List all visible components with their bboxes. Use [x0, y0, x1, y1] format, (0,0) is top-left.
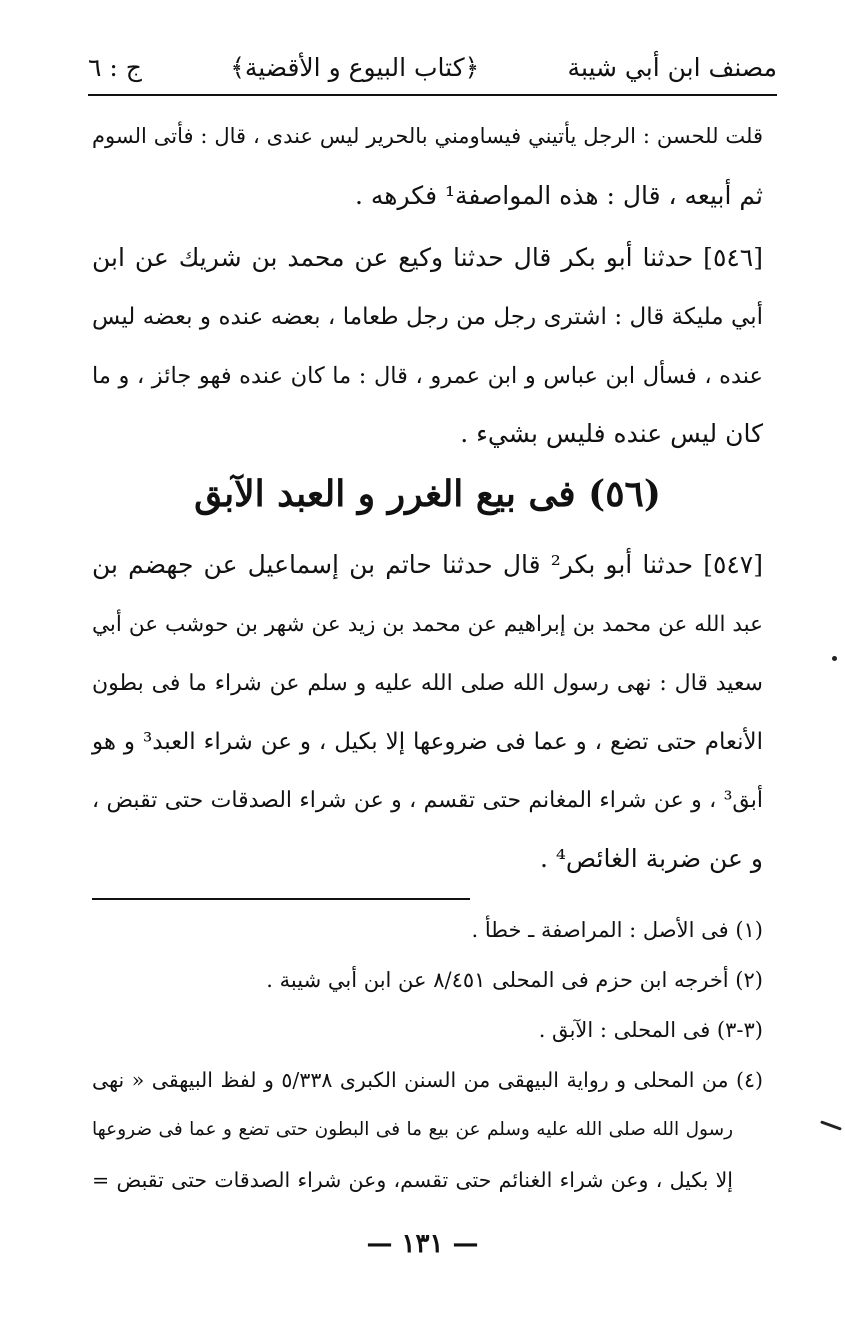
footnote-rule: [92, 898, 470, 900]
footnote-4-continuation: إلا بكيل ، وعن شراء الغنائم حتى تقسم، وعن شراء الصدقات حتى تقبض =: [92, 1168, 733, 1192]
body-line: قلت للحسن : الرجل يأتيني فيساومني بالحرير ليس عندى ، قال : فأتى السوم: [92, 124, 763, 148]
body-line: ثم أبيعه ، قال : هذه المواصفة¹ فكرهه .: [355, 181, 763, 210]
body-line: أبي مليكة قال : اشترى رجل من رجل طعاما ، بعضه عنده و بعضه ليس: [92, 304, 763, 330]
footnote-4: (٤) من المحلى و رواية البيهقى من السنن الكبرى ٥/٣٣٨ و لفظ البيهقى « نهى: [92, 1068, 763, 1092]
section-heading: (٥٦) فى بيع الغرر و العبد الآبق: [194, 473, 661, 515]
footnote-3: (٣-٣) فى المحلى : الآبق .: [538, 1018, 763, 1042]
scan-speck: [832, 656, 837, 661]
body-line: الأنعام حتى تضع ، و عما فى ضروعها إلا بكيل ، و عن شراء العبد³ و هو: [92, 729, 763, 755]
footnote-2: (٢) أخرجه ابن حزم فى المحلى ٨/٤٥١ عن ابن أبي شيبة .: [266, 968, 763, 992]
running-header: [88, 44, 777, 90]
body-line: عنده ، فسأل ابن عباس و ابن عمرو ، قال : ما كان عنده فهو جائز ، و ما: [92, 363, 763, 389]
body-line: أبق³ ، و عن شراء المغانم حتى تقسم ، و عن شراء الصدقات حتى تقبض ،: [92, 788, 763, 813]
hadith-546-line: [٥٤٦] حدثنا أبو بكر قال حدثنا وكيع عن محمد بن شريك عن ابن: [92, 243, 763, 272]
chapter-title: ﴿كتاب البيوع و الأقضية﴾: [230, 52, 480, 82]
header-rule: [88, 94, 777, 96]
volume-number: ج : ٦: [88, 52, 142, 82]
body-line: و عن ضربة الغائص⁴ .: [539, 844, 763, 873]
page-number: — ١٣١ —: [366, 1229, 479, 1259]
body-line: كان ليس عنده فليس بشيء .: [460, 419, 763, 448]
book-title: مصنف ابن أبي شيبة: [567, 52, 777, 82]
footnote-1: (١) فى الأصل : المراصفة ـ خطأ .: [471, 918, 763, 942]
body-line: عبد الله عن محمد بن إبراهيم عن محمد بن زيد عن شهر بن حوشب عن أبي: [92, 612, 763, 637]
body-line: سعيد قال : نهى رسول الله صلى الله عليه و سلم عن شراء ما فى بطون: [92, 671, 763, 696]
scan-mark: [820, 1120, 842, 1130]
hadith-547-line: [٥٤٧] حدثنا أبو بكر² قال حدثنا حاتم بن إسماعيل عن جهضم بن: [92, 550, 764, 579]
footnote-4-continuation: رسول الله صلى الله عليه وسلم عن بيع ما فى البطون حتى تضع و عما فى ضروعها: [92, 1119, 733, 1140]
